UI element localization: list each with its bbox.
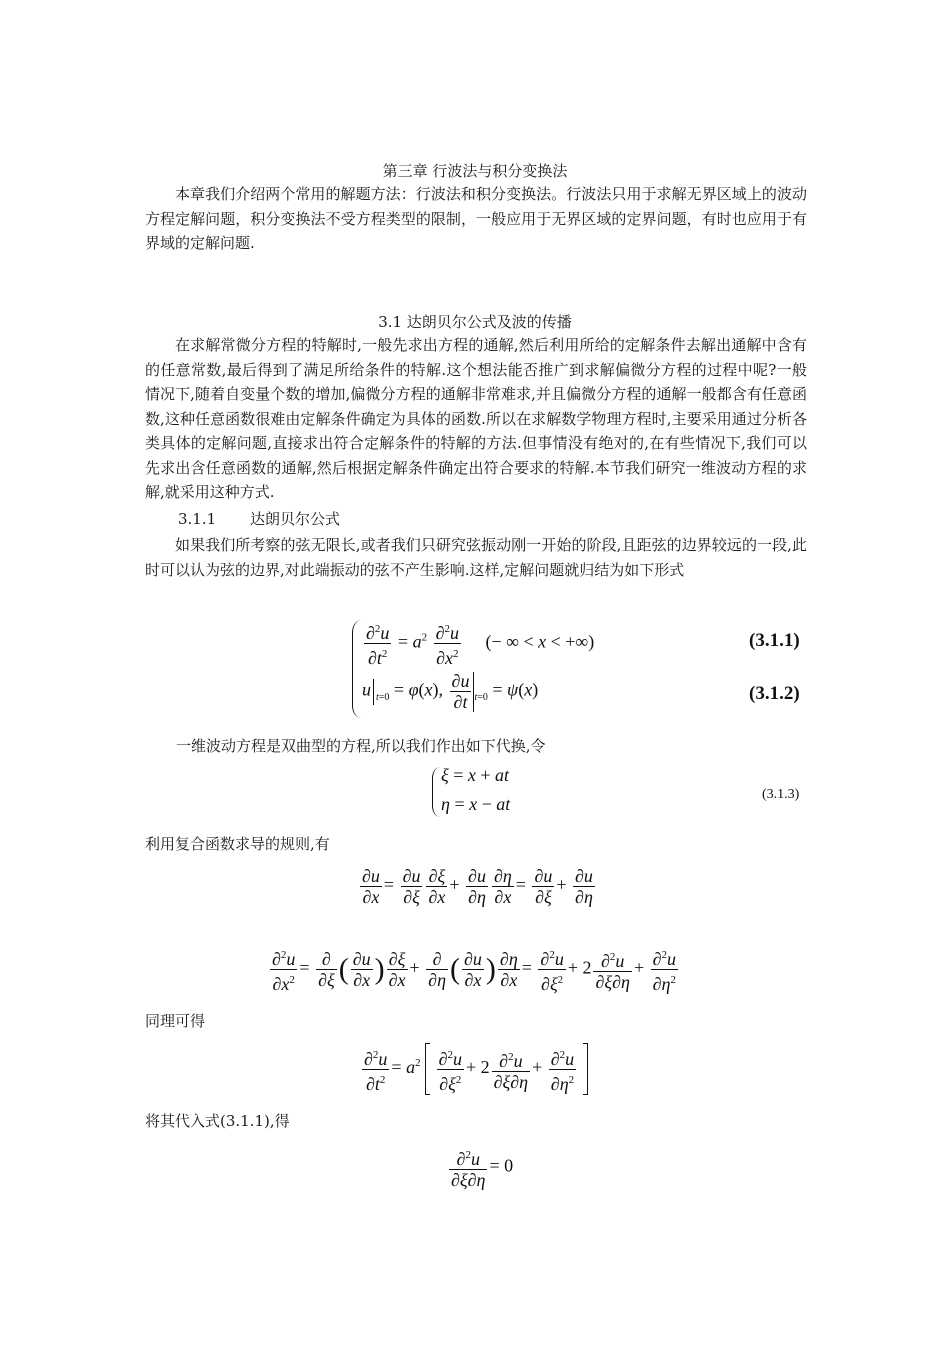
second-derivative-t-equation: $\frac{\partial^2u}{\partial t^2}$ = $a^2$ $\frac{\partial^2u}{\partial\xi^2}$ + 2 $\frac{\partial^2u}{\partial\xi\partial\eta}$ + $\frac{\partial^2u}{\partial\eta^2}$ (360, 1043, 588, 1095)
substitution-brace (432, 767, 440, 817)
eq-number-3-1-2: (3.1.2) (749, 683, 800, 704)
subsection-title: 达朗贝尔公式 (250, 510, 341, 528)
substitution-eta: η = x − at (441, 794, 511, 814)
chapter-title: 第三章 行波法与积分变换法 (382, 162, 568, 180)
subsection-paragraph: 如果我们所考察的弦无限长,或者我们只研究弦振动刚一开始的阶段,且距弦的边界较远的一段,此时可以认为弦的边界,对此端振动的弦不产生影响.这样,定解问题就归结为如下形式 (145, 536, 807, 579)
substitution-xi: ξ = x + at (441, 765, 510, 785)
subsection-number: 3.1.1 (178, 510, 217, 528)
first-derivative-equation: $\frac{\partial u}{\partial x}$ = $\frac{\partial u}{\partial\xi}$ $\frac{\partial\xi}{\partial x}$ + $\frac{\partial u}{\partial\eta}$ $\frac{\partial\eta}{\partial x}$ = $\frac{\partial u}{\partial\xi}$ + $\frac{\partial u}{\partial\eta}$ (362, 866, 593, 907)
system-brace (352, 620, 361, 718)
text-hyperbolic: 一维波动方程是双曲型的方程,所以我们作出如下代换,令 (176, 737, 546, 755)
eq-number-3-1-1: (3.1.1) (749, 630, 800, 651)
text-chain-rule: 利用复合函数求导的规则,有 (145, 835, 330, 853)
section-title: 3.1 达朗贝尔公式及波的传播 (378, 313, 572, 331)
text-similarly: 同理可得 (145, 1012, 206, 1030)
section-paragraph: 在求解常微分方程的特解时,一般先求出方程的通解,然后利用所给的定解条件去解出通解中含有的任意常数,最后得到了满足所给条件的特解.这个想法能否推广到求解偏微分方程的过程中呢?一般情况下,随着自变量个数的增加,偏微分方程的通解非常难求,并且偏微分方程的通解一般都含有任意函数,这种任意函数很难由定解条件确定为具体的函数.所以在求解数学物理方程时,主要采用通过分析各类具体的定解问题,直接求出符合定解条件的特解的方法.但事情没有绝对的,在有些情况下,我们可以先求出含任意函数的通解,然后根据定解条件确定出符合要求的特解.本节我们研究一维波动方程的求解,就采用这种方式. (145, 336, 807, 501)
intro-paragraph: 本章我们介绍两个常用的解题方法：行波法和积分变换法。行波法只用于求解无界区域上的波动方程定解问题，积分变换法不受方程类型的限制，一般应用于无界区域的定界问题，有时也应用于有界域的定解问题. (145, 185, 807, 252)
eq-number-3-1-3: (3.1.3) (762, 787, 800, 802)
result-equation: $\frac{\partial^2u}{\partial\xi\partial\eta}$ = 0 (447, 1145, 513, 1190)
wave-equation: $\frac{\partial^2u}{\partial t^2}$ = $a^2$ $\frac{\partial^2u}{\partial x^2}$ (− ∞ < x < +∞) (362, 619, 594, 668)
second-derivative-x-equation: $\frac{\partial^2u}{\partial x^2}$ = $\frac{\partial}{\partial\xi}$ ( $\frac{\partial u}{\partial x}$ ) $\frac{\partial\xi}{\partial x}$ + $\frac{\partial}{\partial\eta}$ ( $\frac{\partial u}{\partial x}$ ) $\frac{\partial\eta}{\partial x}$ = $\frac{\partial^2u}{\partial\xi^2}$ + 2 $\frac{\partial^2u}{\partial\xi\partial\eta}$ + $\frac{\partial^2u}{\partial\eta^2}$ (268, 945, 680, 994)
initial-conditions: u $_{t=0}$ = φ(x), $\frac{\partial u}{\partial t}$ $_{t=0}$ = ψ(x) (362, 671, 539, 712)
text-substitute: 将其代入式(3.1.1),得 (145, 1112, 290, 1130)
subsection-heading (178, 508, 340, 529)
